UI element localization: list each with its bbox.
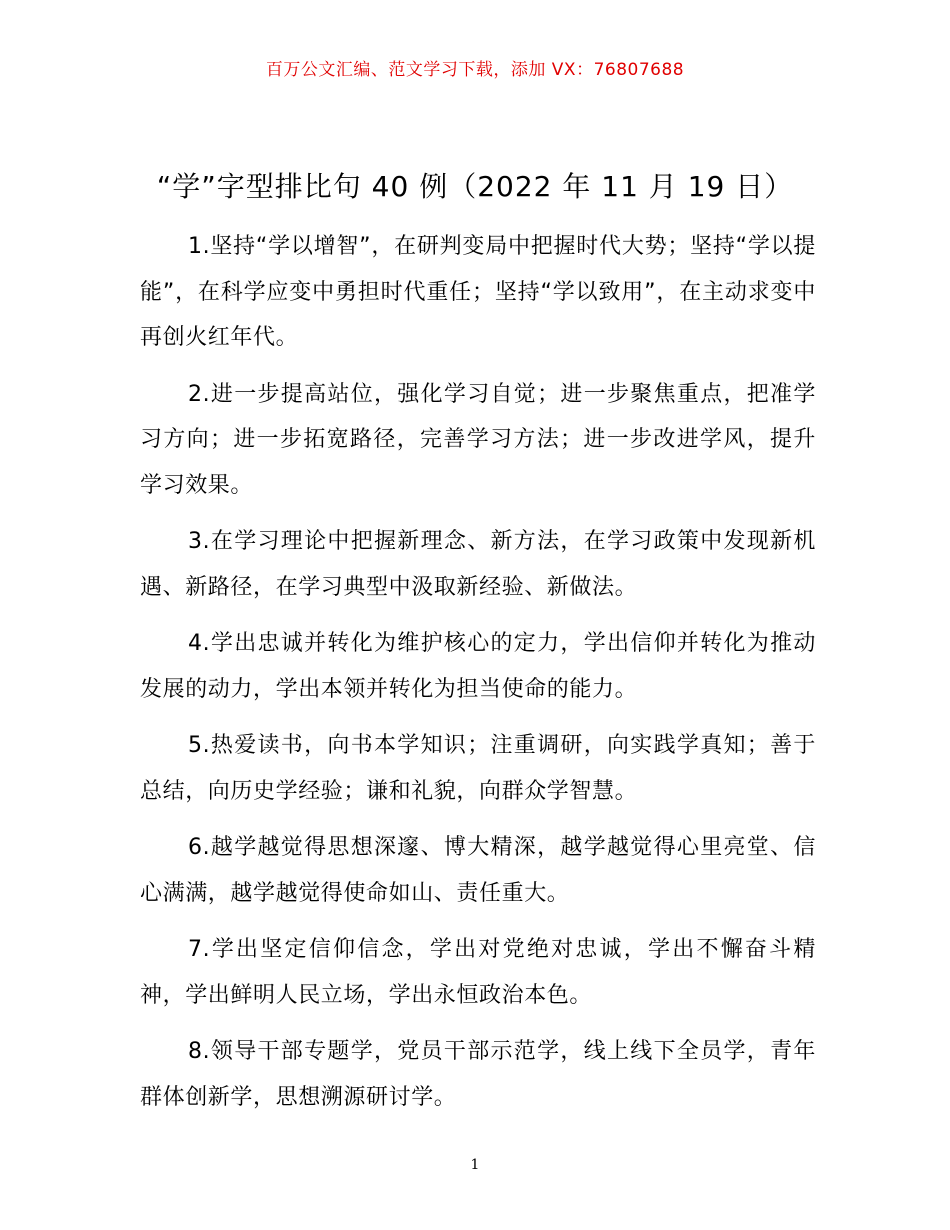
paragraph-7: 7.学出坚定信仰信念，学出对党绝对忠诚，学出不懈奋斗精神，学出鲜明人民立场，学出永恒政治本色。 (140, 937, 816, 1008)
paragraph-6: 6.越学越觉得思想深邃、博大精深，越学越觉得心里亮堂、信心满满，越学越觉得使命如山、责任重大。 (140, 835, 816, 906)
watermark-header: 百万公文汇编、范文学习下载，添加 VX：76807688 (265, 60, 685, 80)
page-number: 1 (470, 1157, 480, 1173)
document-body (140, 224, 816, 1131)
paragraph-2: 2.进一步提高站位，强化学习自觉；进一步聚焦重点，把准学习方向；进一步拓宽路径，完善学习方法；进一步改进学风，提升学习效果。 (140, 381, 816, 498)
document-title: “学”字型排比句 40 例（2022 年 11 月 19 日） (156, 170, 794, 203)
paragraph-8: 8.领导干部专题学，党员干部示范学，线上线下全员学，青年群体创新学，思想溯源研讨学。 (140, 1039, 816, 1110)
paragraph-5: 5.热爱读书，向书本学知识；注重调研，向实践学真知；善于总结，向历史学经验；谦和礼貌，向群众学智慧。 (140, 733, 816, 804)
paragraph-4: 4.学出忠诚并转化为维护核心的定力，学出信仰并转化为推动发展的动力，学出本领并转化为担当使命的能力。 (140, 631, 816, 702)
paragraph-1: 1.坚持“学以增智”，在研判变局中把握时代大势；坚持“学以提能”，在科学应变中勇担时代重任；坚持“学以致用”，在主动求变中再创火红年代。 (140, 234, 816, 350)
paragraph-3: 3.在学习理论中把握新理念、新方法，在学习政策中发现新机遇、新路径，在学习典型中汲取新经验、新做法。 (140, 529, 816, 600)
